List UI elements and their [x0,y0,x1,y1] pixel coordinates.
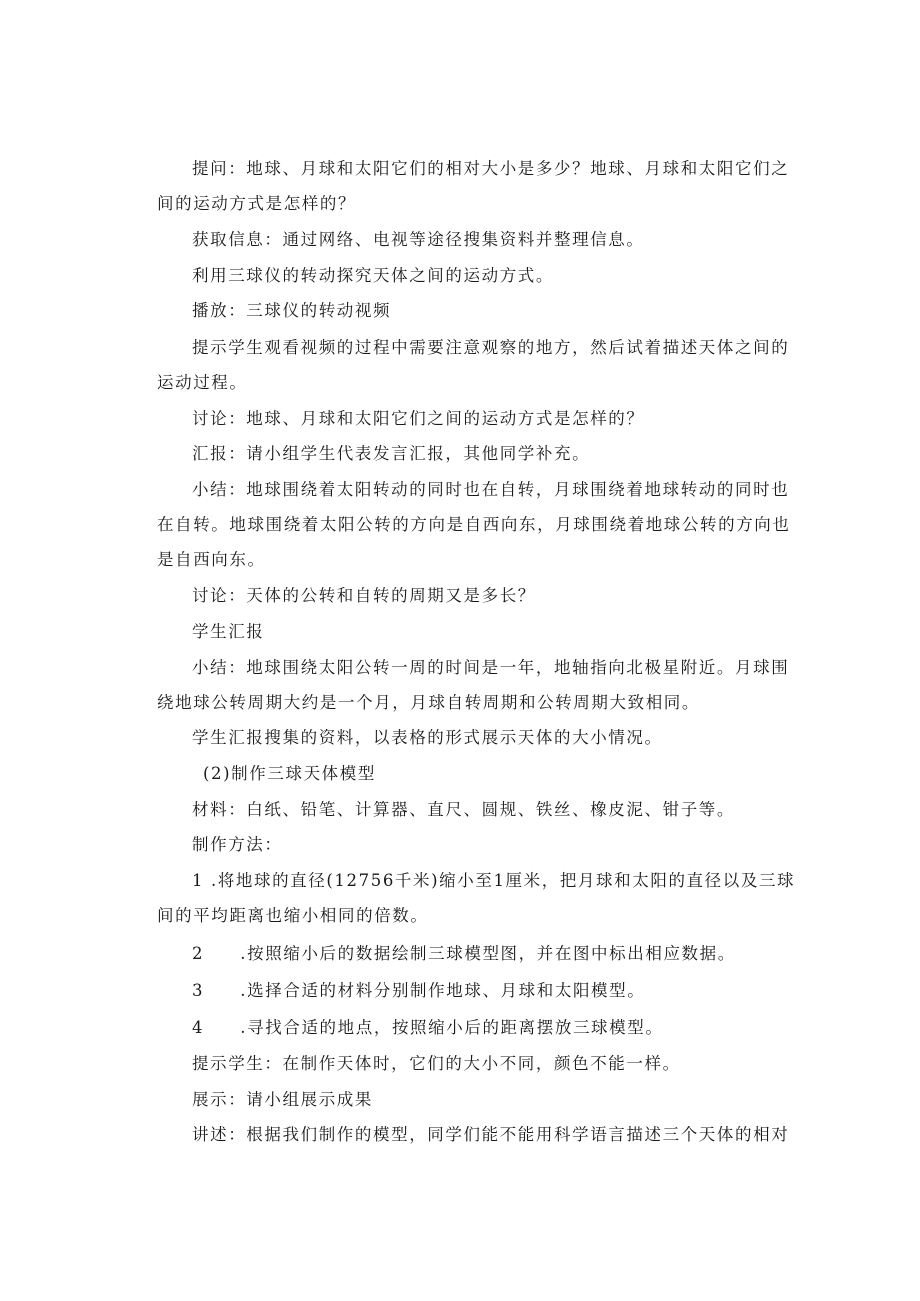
paragraph-line: 讨论：天体的公转和自转的周期又是多长？ [192,586,536,605]
paragraph-line: 材料：白纸、铅笔、计算器、直尺、圆规、铁丝、橡皮泥、钳子等。 [192,800,735,819]
paragraph-line: 小结：地球围绕着太阳转动的同时也在自转，月球围绕着地球转动的同时也 [192,480,790,499]
paragraph-line: 3 .选择合适的材料分别制作地球、月球和太阳模型。 [192,981,646,1000]
paragraph-line: 运动过程。 [157,373,248,392]
paragraph-line: 提示学生：在制作天体时，它们的大小不同，颜色不能一样。 [192,1054,681,1073]
paragraph-line: 汇报：请小组学生代表发言汇报，其他同学补充。 [192,444,591,463]
paragraph-line: 在自转。地球围绕着太阳公转的方向是自西向东，月球围绕着地球公转的方向也 [157,515,791,534]
paragraph-line: 小结：地球围绕太阳公转一周的时间是一年，地轴指向北极星附近。月球围 [192,658,790,677]
paragraph-line: 绕地球公转周期大约是一个月，月球自转周期和公转周期大致相同。 [157,693,700,712]
paragraph-line: 1 .将地球的直径(12756千米)缩小至1厘米，把月球和太阳的直径以及三球 [192,871,796,890]
paragraph-line: 播放：三球仪的转动视频 [192,301,392,320]
paragraph-line: 提示学生观看视频的过程中需要注意观察的地方，然后试着描述天体之间的 [192,338,790,357]
paragraph-line: 利用三球仪的转动探究天体之间的运动方式。 [192,266,554,285]
paragraph-line: 学生汇报搜集的资料，以表格的形式展示天体的大小情况。 [192,728,663,747]
paragraph-line: 学生汇报 [192,622,265,641]
paragraph-line: 间的运动方式是怎样的？ [157,194,357,213]
paragraph-line: 4 .寻找合适的地点，按照缩小后的距离摆放三球模型。 [192,1018,664,1037]
paragraph-line: 展示：请小组展示成果 [192,1090,373,1109]
paragraph-line: 讲述：根据我们制作的模型，同学们能不能用科学语言描述三个天体的相对 [192,1125,790,1144]
paragraph-line: 获取信息：通过网络、电视等途径搜集资料并整理信息。 [192,230,645,249]
paragraph-line: 2 .按照缩小后的数据绘制三球模型图，并在图中标出相应数据。 [192,944,736,963]
paragraph-line: (2)制作三球天体模型 [203,764,376,783]
paragraph-line: 是自西向东。 [157,550,266,569]
paragraph-line: 制作方法： [192,835,283,854]
paragraph-line: 讨论：地球、月球和太阳它们之间的运动方式是怎样的？ [192,409,645,428]
paragraph-line: 提问：地球、月球和太阳它们的相对大小是多少？地球、月球和太阳它们之 [192,159,790,178]
paragraph-line: 间的平均距离也缩小相同的倍数。 [157,906,429,925]
